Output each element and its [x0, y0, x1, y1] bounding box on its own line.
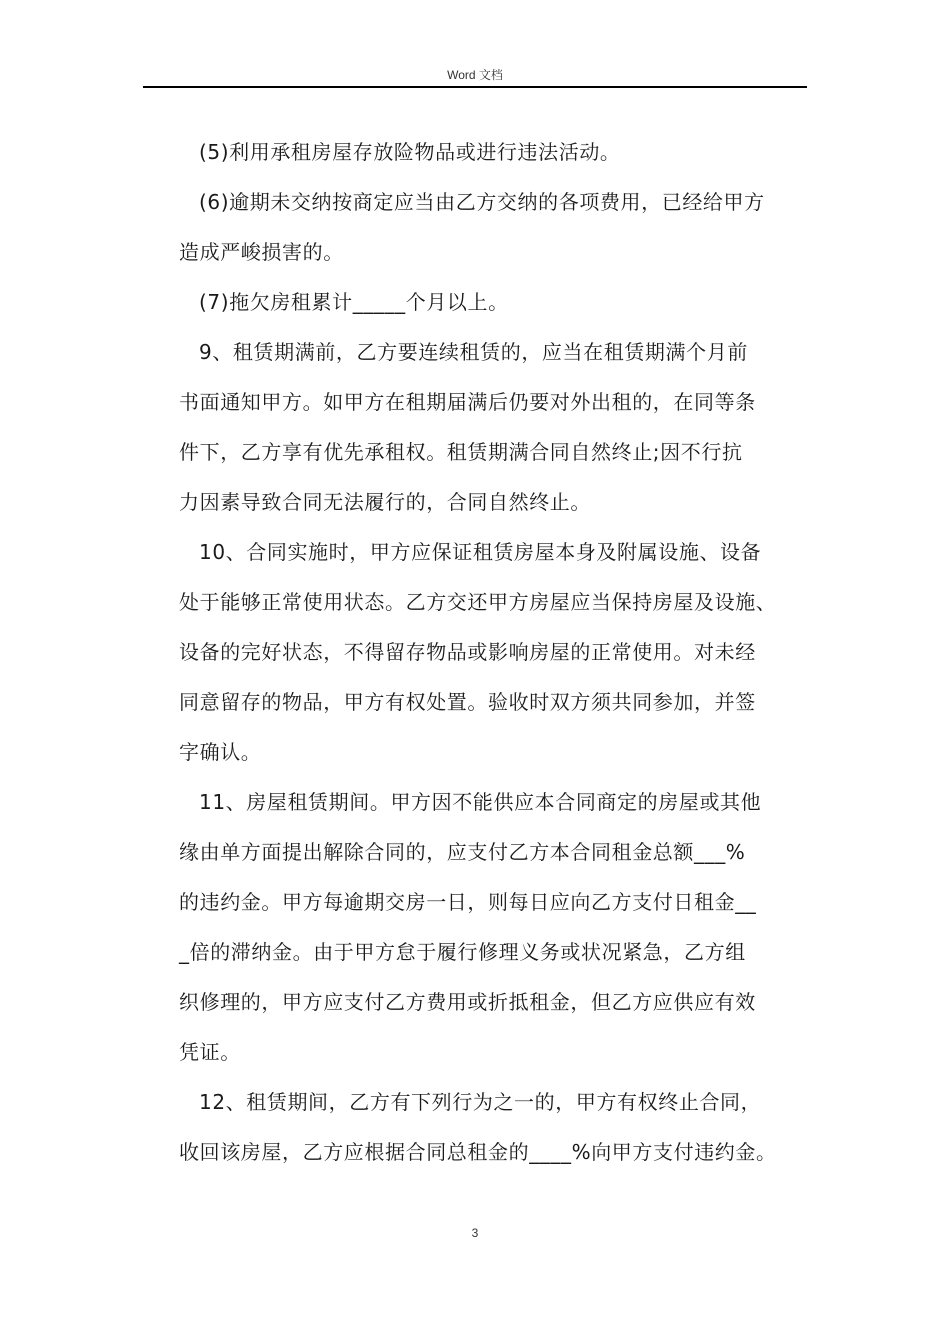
page-number: 3	[471, 1226, 479, 1240]
text-line: 件下，乙方享有优先承租权。租赁期满合同自然终止;因不行抗	[179, 440, 743, 464]
document-header: Word 文档	[447, 68, 503, 82]
text-line: 设备的完好状态，不得留存物品或影响房屋的正常使用。对未经	[179, 640, 756, 664]
text-line: 的违约金。甲方每逾期交房一日，则每日应向乙方支付日租金__	[179, 890, 757, 914]
text-line: (7)拖欠房租累计_____个月以上。	[199, 290, 509, 314]
text-line: 11、房屋租赁期间。甲方因不能供应本合同商定的房屋或其他	[199, 790, 762, 814]
text-line: 力因素导致合同无法履行的，合同自然终止。	[179, 490, 591, 514]
text-line: (6)逾期未交纳按商定应当由乙方交纳的各项费用，已经给甲方	[199, 190, 765, 214]
text-line: 造成严峻损害的。	[179, 240, 344, 264]
text-line: 9、租赁期满前，乙方要连续租赁的，应当在租赁期满个月前	[199, 340, 748, 364]
text-line: 处于能够正常使用状态。乙方交还甲方房屋应当保持房屋及设施、	[179, 590, 777, 614]
text-line: 同意留存的物品，甲方有权处置。验收时双方须共同参加，并签	[179, 690, 756, 714]
text-line: 书面通知甲方。如甲方在租期届满后仍要对外出租的，在同等条	[179, 390, 756, 414]
header-divider	[143, 86, 807, 88]
text-line: 收回该房屋，乙方应根据合同总租金的____%向甲方支付违约金。	[179, 1140, 777, 1164]
text-line: 缘由单方面提出解除合同的，应支付乙方本合同租金总额___%	[179, 840, 746, 864]
text-line: 织修理的，甲方应支付乙方费用或折抵租金，但乙方应供应有效	[179, 990, 756, 1014]
text-line: _倍的滞纳金。由于甲方怠于履行修理义务或状况紧急，乙方组	[179, 940, 746, 964]
text-line: 字确认。	[179, 740, 262, 764]
text-line: 10、合同实施时，甲方应保证租赁房屋本身及附属设施、设备	[199, 540, 762, 564]
text-line: (5)利用承租房屋存放险物品或进行违法活动。	[199, 140, 621, 164]
document-body	[179, 127, 815, 1177]
text-line: 凭证。	[179, 1040, 241, 1064]
text-line: 12、租赁期间，乙方有下列行为之一的，甲方有权终止合同，	[199, 1090, 762, 1114]
